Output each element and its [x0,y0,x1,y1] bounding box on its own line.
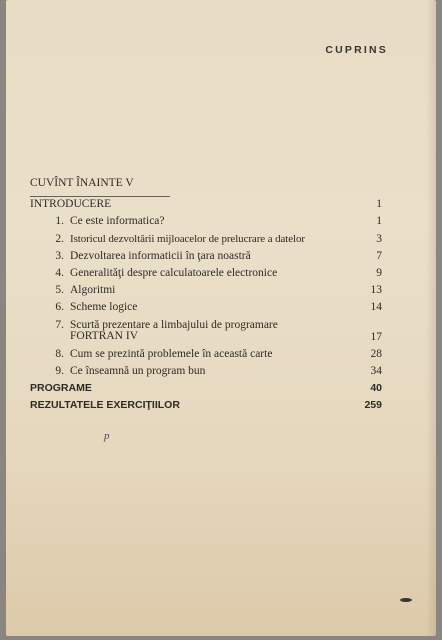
toc-title: Cum se prezintă problemele în această carte [70,348,273,360]
toc-title-continuation: FORTRAN IV [70,330,138,342]
toc-item-number: 7. [55,319,64,331]
page-heading: CUPRINS [325,44,388,56]
toc-page-number: 34 [370,365,382,377]
ink-smudge [400,598,412,602]
toc-page-number: 14 [370,301,382,313]
toc-title: CUVÎNT ÎNAINTE V [30,177,134,189]
toc-item-number: 2. [55,233,64,245]
toc-title: INTRODUCERE [30,198,112,210]
toc-title: Scurtă prezentare a limbajului de programare [70,319,278,331]
toc-page-number: 3 [376,233,382,245]
handwritten-mark: p [104,430,110,442]
toc-title: REZULTATELE EXERCIŢIILOR [30,399,180,411]
toc-page-number: 13 [370,284,382,296]
toc-page-number: 1 [376,198,382,210]
book-page [6,0,436,636]
toc-item-number: 6. [55,301,64,313]
toc-title: Generalităţi despre calculatoarele electronice [70,267,278,279]
table-of-contents [6,0,436,636]
toc-page-number: 1 [376,215,382,227]
toc-title: Scheme logice [70,301,138,313]
toc-item-number: 5. [55,284,64,296]
toc-page-number: 40 [370,382,382,394]
toc-title: Ce este informatica? [70,215,165,227]
toc-title: Dezvoltarea informaticii în ţara noastră [70,250,251,262]
toc-page-number: 7 [376,250,382,262]
toc-item-number: 9. [55,365,64,377]
toc-page-number: 9 [376,267,382,279]
toc-item-number: 1. [55,215,64,227]
toc-page-number: 17 [370,331,382,343]
toc-item-number: 3. [55,250,64,262]
toc-page-number: 28 [370,348,382,360]
toc-item-number: 4. [55,267,64,279]
toc-item-number: 8. [55,348,64,360]
toc-page-number: 259 [364,399,382,411]
toc-title: Algoritmi [70,284,116,296]
toc-title: Istoricul dezvoltării mijloacelor de prelucrare a datelor [70,233,305,245]
toc-title: PROGRAME [30,382,92,394]
toc-title: Ce înseamnă un program bun [70,365,206,377]
